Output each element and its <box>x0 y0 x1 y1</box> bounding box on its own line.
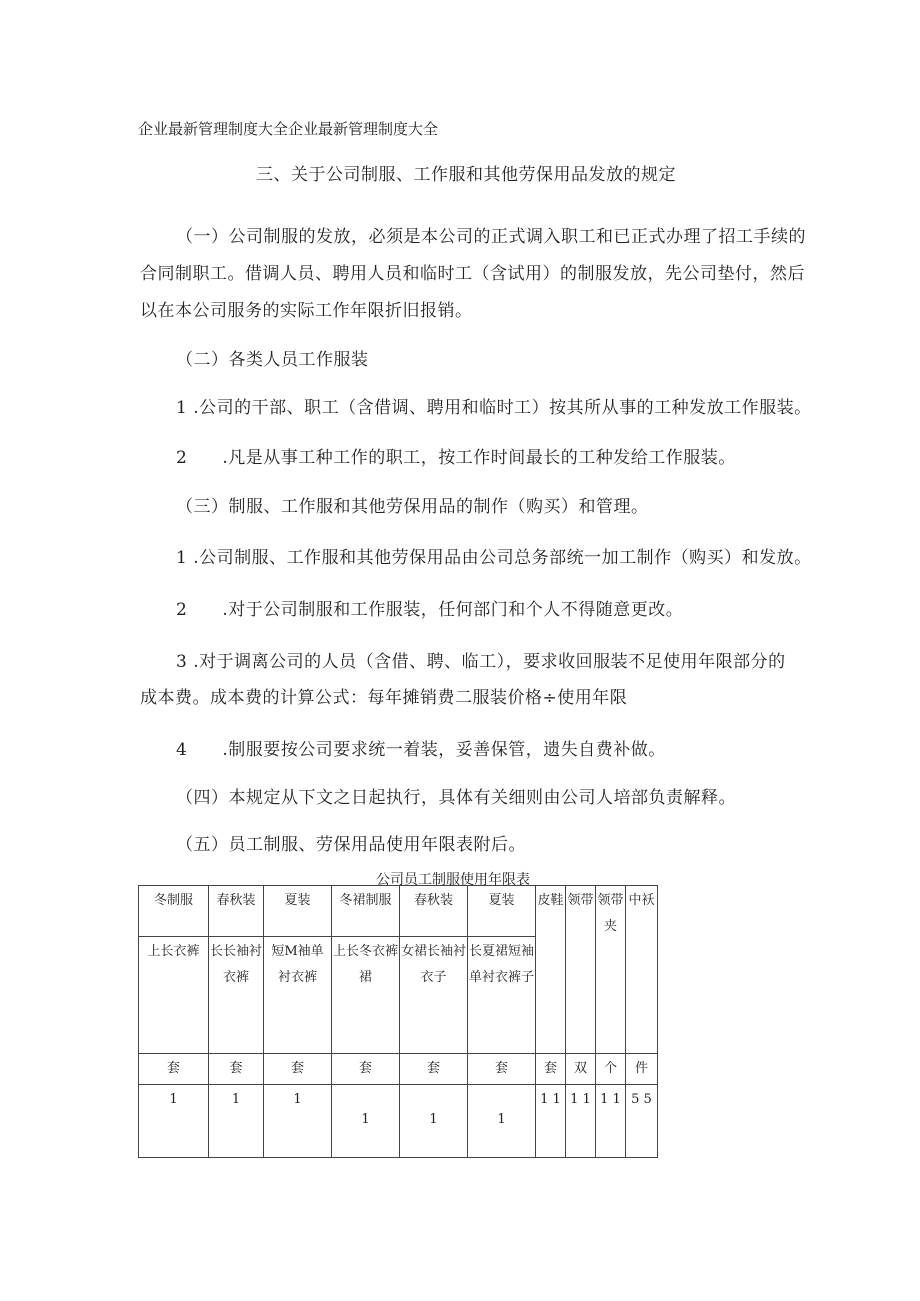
table-year-cell: 1 <box>139 1085 209 1158</box>
table-item-cell: 长长袖衬衣裤 <box>209 937 264 1054</box>
table-year-cell: 1 <box>209 1085 264 1158</box>
section2-item1: 1 .公司的干部、职工（含借调、聘用和临时工）按其所从事的工种发放工作服装。 <box>176 398 812 418</box>
table-header-cell: 夏装 <box>468 886 536 937</box>
table-header-cell: 冬制服 <box>139 886 209 937</box>
table-header-cell: 皮鞋 <box>536 886 566 1054</box>
table-unit-cell: 套 <box>139 1054 209 1085</box>
table-years-row <box>139 1085 658 1158</box>
table-year-cell: 1 <box>400 1085 468 1158</box>
table-header-cell: 领带夹 <box>596 886 626 1054</box>
table-year-cell: 1 <box>468 1085 536 1158</box>
section4-text: （四）本规定从下文之日起执行，具体有关细则由公司人培部负责解释。 <box>176 788 736 808</box>
section3-item1: 1 .公司制服、工作服和其他劳保用品由公司总务部统一加工制作（购买）和发放。 <box>176 548 812 568</box>
table-unit-cell: 件 <box>626 1054 658 1085</box>
table-unit-cell: 套 <box>400 1054 468 1085</box>
table-header-cell: 中袄 <box>626 886 658 1054</box>
section3-item2: 2 .对于公司制服和工作服装，任何部门和个人不得随意更改。 <box>176 600 684 620</box>
uniform-lifespan-table <box>138 885 658 1158</box>
table-year-cell: 1 1 <box>536 1085 566 1158</box>
page-title: 三、关于公司制服、工作服和其他劳保用品发放的规定 <box>256 165 676 185</box>
section2-heading: （二）各类人员工作服装 <box>176 350 369 370</box>
table-item-cell: 上长冬衣裤裙 <box>332 937 400 1054</box>
table-year-cell: 1 1 <box>596 1085 626 1158</box>
table-unit-cell: 套 <box>209 1054 264 1085</box>
table-header-cell: 春秋装 <box>209 886 264 937</box>
table-header-cell: 领带 <box>566 886 596 1054</box>
table-header-cell: 夏装 <box>264 886 332 937</box>
table-unit-cell: 套 <box>468 1054 536 1085</box>
table-year-cell: 1 1 <box>566 1085 596 1158</box>
section1-line3: 以在本公司服务的实际工作年限折旧报销。 <box>140 301 473 321</box>
table-header-cell: 冬裙制服 <box>332 886 400 937</box>
table-unit-cell: 套 <box>332 1054 400 1085</box>
table-item-cell: 长夏裙短袖单衬衣裤子 <box>468 937 536 1054</box>
section3-item3-line2: 成本费。成本费的计算公式：每年摊销费二服装价格÷使用年限 <box>140 688 628 708</box>
table-year-cell: 1 <box>264 1085 332 1158</box>
section3-heading: （三）制服、工作服和其他劳保用品的制作（购买）和管理。 <box>176 497 649 517</box>
table-unit-cell: 套 <box>536 1054 566 1085</box>
section2-item2: 2 .凡是从事工种工作的职工，按工作时间最长的工种发给工作服装。 <box>176 448 736 468</box>
table-unit-cell: 个 <box>596 1054 626 1085</box>
table-year-cell: 1 <box>332 1085 400 1158</box>
section3-item3-line1: 3 .对于调离公司的人员（含借、聘、临工），要求收回服装不足使用年限部分的 <box>176 652 786 672</box>
table-title: 公司员工制服使用年限表 <box>376 872 530 888</box>
table-item-cell: 短M袖单衬衣裤 <box>264 937 332 1054</box>
section1-line1: （一）公司制服的发放，必须是本公司的正式调入职工和已正式办理了招工手续的 <box>176 227 806 247</box>
table-header-row <box>139 886 658 937</box>
document-header: 企业最新管理制度大全企业最新管理制度大全 <box>138 120 439 138</box>
table-unit-row <box>139 1054 658 1085</box>
table-unit-cell: 套 <box>264 1054 332 1085</box>
section5-text: （五）员工制服、劳保用品使用年限表附后。 <box>176 835 526 855</box>
section3-item4: 4 .制服要按公司要求统一着装，妥善保管，遗失自费补做。 <box>176 740 666 760</box>
table-item-cell: 上长衣裤 <box>139 937 209 1054</box>
table-header-cell: 春秋装 <box>400 886 468 937</box>
table-unit-cell: 双 <box>566 1054 596 1085</box>
table-item-cell: 女裙长袖衬衣子 <box>400 937 468 1054</box>
section1-line2: 合同制职工。借调人员、聘用人员和临时工（含试用）的制服发放，先公司垫付，然后 <box>140 264 805 284</box>
table-year-cell: 5 5 <box>626 1085 658 1158</box>
